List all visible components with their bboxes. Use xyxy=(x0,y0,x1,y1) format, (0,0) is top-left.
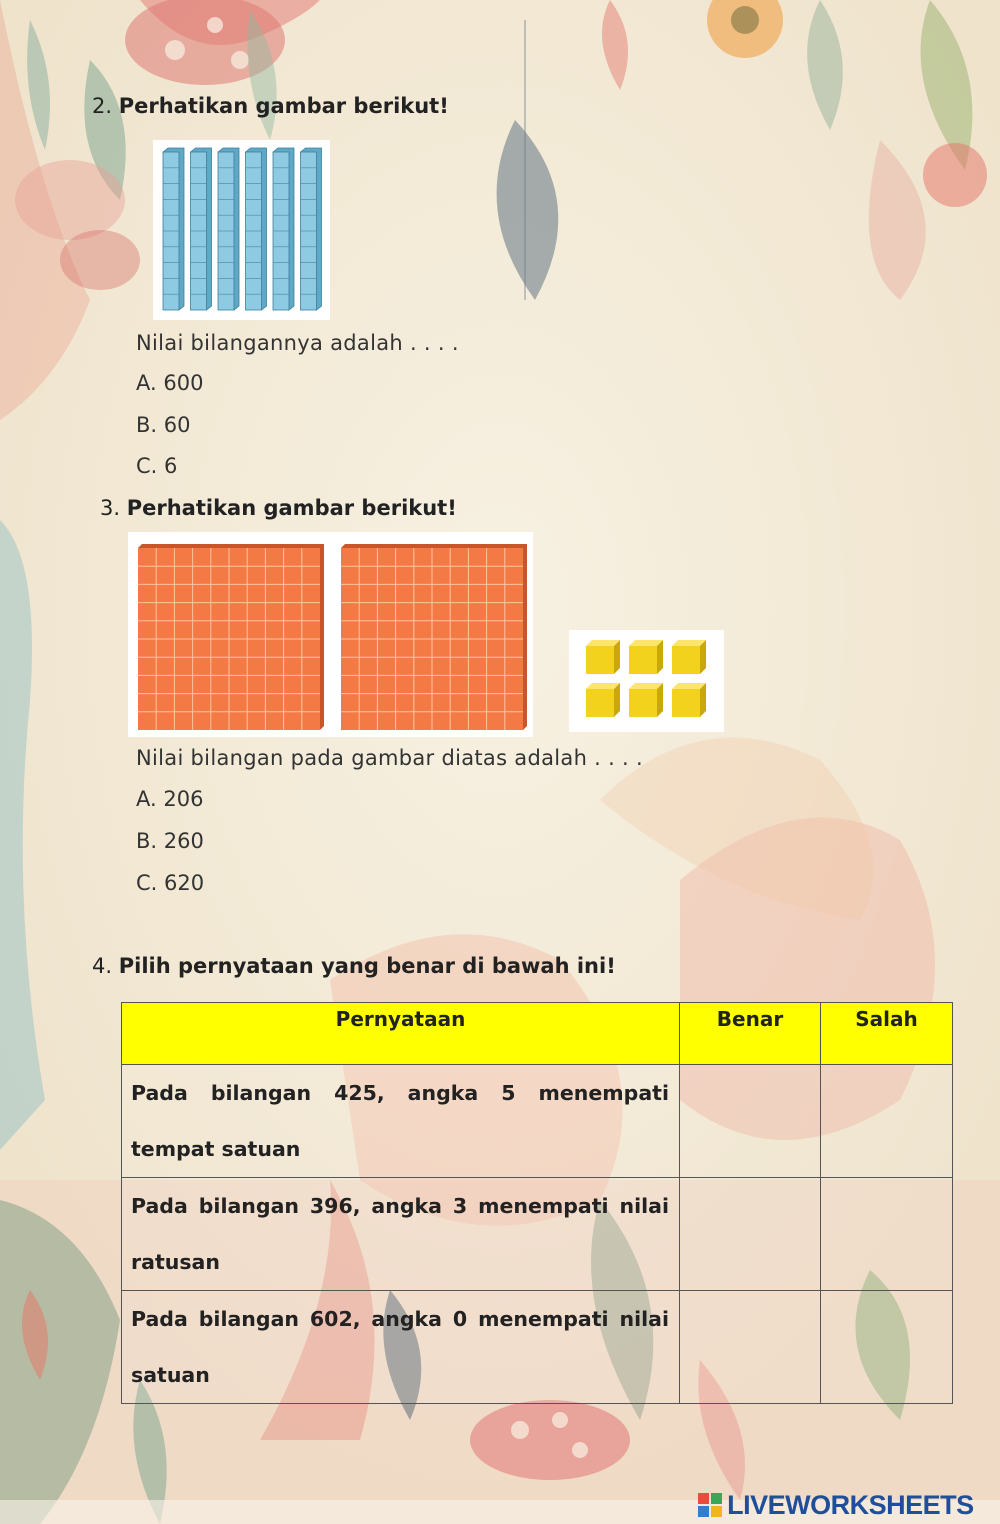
option-letter: B. xyxy=(136,413,158,437)
question-4-heading xyxy=(92,954,616,978)
ten-rods-image xyxy=(153,140,330,320)
ten-rod xyxy=(301,148,322,310)
statement-cell: Pada bilangan 425, angka 5 menempati tempat satuan xyxy=(122,1065,680,1178)
question-3-prompt: Nilai bilangan pada gambar diatas adalah . . . . xyxy=(136,746,643,770)
table-row xyxy=(122,1065,953,1178)
liveworksheets-logo-text: LIVEWORKSHEETS xyxy=(727,1490,974,1520)
option-value: 60 xyxy=(163,413,191,437)
liveworksheets-logo-icon xyxy=(698,1493,722,1517)
ten-rods-figure xyxy=(153,140,330,320)
hundred-flats-image xyxy=(128,532,533,737)
option-letter: C. xyxy=(136,454,158,478)
option-letter: A. xyxy=(136,371,157,395)
option-letter: A. xyxy=(136,787,157,811)
benar-answer-cell[interactable] xyxy=(680,1291,821,1404)
unit-cube xyxy=(672,640,706,674)
question-number: 2. xyxy=(92,94,113,118)
hundred-flats-figure xyxy=(128,532,533,737)
unit-cubes-figure xyxy=(569,630,724,732)
option-value: 620 xyxy=(164,871,205,895)
ten-rod xyxy=(246,148,267,310)
header-salah: Salah xyxy=(821,1003,953,1065)
unit-cube xyxy=(629,640,663,674)
ten-rod xyxy=(191,148,212,310)
table-row xyxy=(122,1291,953,1404)
salah-answer-cell[interactable] xyxy=(821,1065,953,1178)
question-2-heading xyxy=(92,94,449,118)
q3-option-b[interactable] xyxy=(136,829,204,853)
q3-option-c[interactable] xyxy=(136,871,204,895)
unit-cube xyxy=(672,683,706,717)
ten-rod xyxy=(218,148,239,310)
benar-answer-cell[interactable] xyxy=(680,1178,821,1291)
question-number: 3. xyxy=(100,496,121,520)
salah-answer-cell[interactable] xyxy=(821,1178,953,1291)
option-value: 206 xyxy=(163,787,204,811)
statement-cell: Pada bilangan 602, angka 0 menempati nilai satuan xyxy=(122,1291,680,1404)
option-value: 6 xyxy=(164,454,178,478)
option-value: 260 xyxy=(163,829,204,853)
question-2-prompt: Nilai bilangannya adalah . . . . xyxy=(136,331,459,355)
unit-cube xyxy=(586,683,620,717)
header-pernyataan: Pernyataan xyxy=(122,1003,680,1065)
table-row xyxy=(122,1178,953,1291)
option-letter: C. xyxy=(136,871,158,895)
statement-cell: Pada bilangan 396, angka 3 menempati nilai ratusan xyxy=(122,1178,680,1291)
question-3-heading xyxy=(100,496,457,520)
unit-cubes-image xyxy=(569,630,724,732)
q2-option-a[interactable] xyxy=(136,371,203,395)
unit-cube xyxy=(586,640,620,674)
benar-answer-cell[interactable] xyxy=(680,1065,821,1178)
question-title: Perhatikan gambar berikut! xyxy=(118,94,449,118)
hundred-flat xyxy=(138,544,324,730)
option-letter: B. xyxy=(136,829,158,853)
liveworksheets-logo[interactable] xyxy=(698,1490,974,1521)
q3-option-a[interactable] xyxy=(136,787,203,811)
q2-option-c[interactable] xyxy=(136,454,177,478)
header-benar: Benar xyxy=(680,1003,821,1065)
hundred-flat xyxy=(341,544,527,730)
table-header-row xyxy=(122,1003,953,1065)
question-number: 4. xyxy=(92,954,113,978)
question-title: Pilih pernyataan yang benar di bawah ini! xyxy=(118,954,616,978)
q2-option-b[interactable] xyxy=(136,413,191,437)
ten-rod xyxy=(273,148,294,310)
salah-answer-cell[interactable] xyxy=(821,1291,953,1404)
statement-table xyxy=(121,1002,953,1404)
unit-cube xyxy=(629,683,663,717)
option-value: 600 xyxy=(163,371,204,395)
question-title: Perhatikan gambar berikut! xyxy=(126,496,457,520)
ten-rod xyxy=(163,148,184,310)
